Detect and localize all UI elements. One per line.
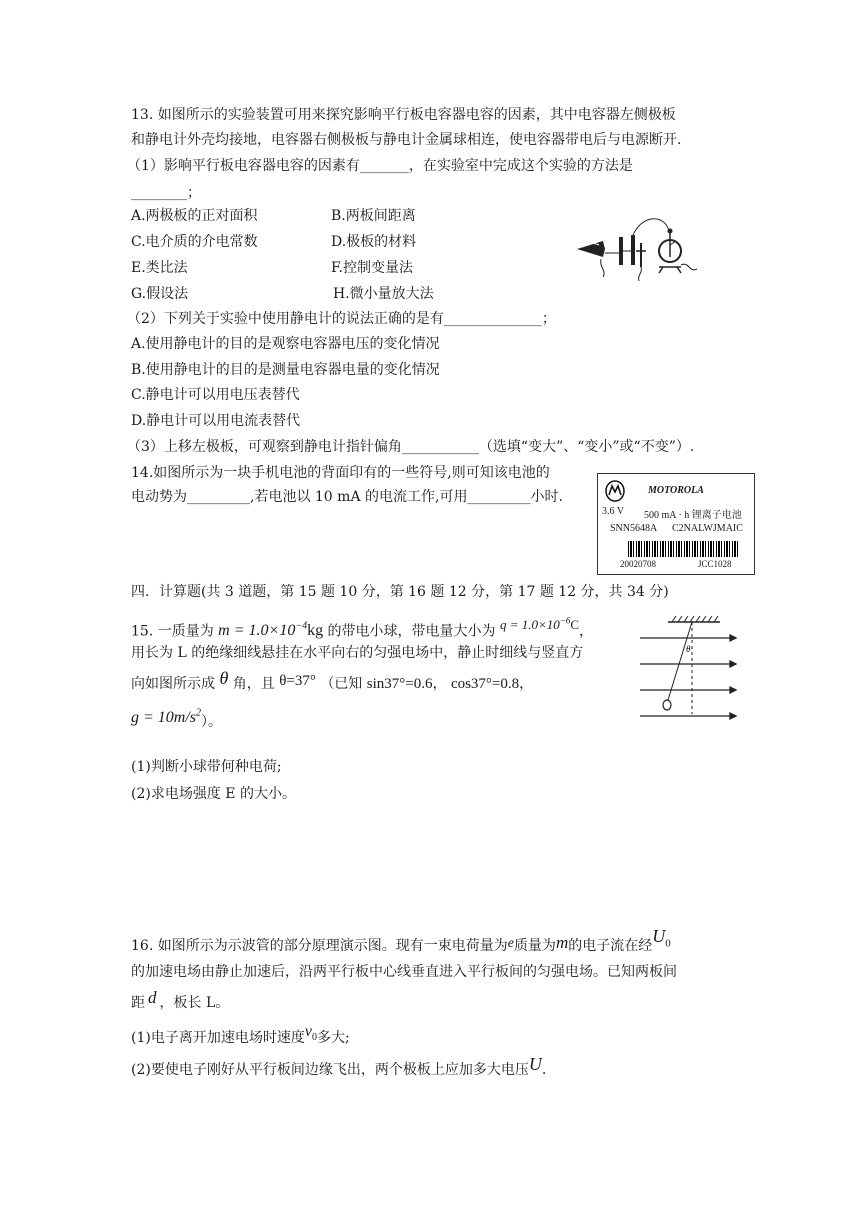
sin-value: sin37°=0.6 (366, 676, 433, 692)
q13-option-a: A.两极板的正对面积 (131, 208, 258, 224)
q14-line-1: 14.如图所示为一块手机电池的背面印有的一些符号,则可知该电池的 (131, 465, 550, 481)
q13-option-d: D.极板的材料 (331, 234, 417, 250)
pendulum-field-figure (636, 614, 746, 724)
charge-symbol-e: e (507, 936, 514, 951)
q15-mass-expr: $m = 1.0\times 10^{-4}kg$ (218, 621, 324, 640)
q16-line-2: 的加速电场由静止加速后，沿两平行板中心线垂直进入平行板间的匀强电场。已知两板间 (131, 964, 677, 980)
q13-part3: （3）上移左极板，可观察到静电计指针偏角___________（选填“变大”、“变小”或“不变”）. (127, 439, 695, 455)
q13-line-2: 和静电计外壳均接地，电容器右侧极板与静电计金属球相连，使电容器带电后与电源断开. (131, 132, 682, 148)
voltage-symbol-u0: $U_0$ (652, 926, 671, 950)
motorola-logo-icon (604, 480, 626, 502)
cos-value: cos37°=0.8 (450, 676, 520, 692)
theta-value: θ=37° (279, 673, 316, 689)
q15-line-4: $g = 10m/s^2$）。 (131, 708, 223, 731)
distance-symbol-d: d (148, 988, 157, 1007)
mass-symbol-m: m (555, 933, 569, 952)
q13-option-f: F.控制变量法 (331, 260, 413, 276)
battery-date: 20020708 (620, 559, 656, 569)
barcode-icon (628, 541, 738, 557)
battery-code-2: C2NALWJMAIC (672, 523, 743, 534)
battery-brand: MOTOROLA (648, 485, 704, 496)
q15-subquestion-1: (1)判断小球带何种电荷; (131, 759, 282, 775)
q16-subquestion-1: (1)电子离开加速电场时速度$v_0$多大; (131, 1023, 350, 1046)
velocity-symbol-v0: $v_0$ (304, 1023, 317, 1044)
battery-code-3: JCC1028 (698, 559, 732, 569)
q13-part2-option-b: B.使用静电计的目的是测量电容器电量的变化情况 (131, 362, 440, 378)
battery-voltage: 3.6 V (602, 506, 625, 517)
voltage-symbol-u: U (528, 1054, 542, 1074)
q14-line-2: 电动势为_________,若电池以 10 mA 的电流工作,可用_________小时. (131, 489, 563, 505)
q13-part2-option-d: D.静电计可以用电流表替代 (131, 413, 301, 429)
q15-line-2: 用长为 L 的绝缘细线悬挂在水平向右的匀强电场中，静止时细线与竖直方 (131, 645, 584, 661)
q13-option-b: B.两板间距离 (331, 208, 416, 224)
q16-line-3: 距 d ，板长 L。 (131, 988, 230, 1011)
battery-code-1: SNN5648A (610, 523, 658, 534)
q13-option-e: E.类比法 (131, 260, 188, 276)
q13-part2-option-a: A.使用静电计的目的是观察电容器电压的变化情况 (131, 336, 440, 352)
q15-charge-intro: 的带电小球，带电量大小为 (327, 623, 496, 640)
q13-option-c: C.电介质的介电常数 (131, 234, 258, 250)
q15-line-1: 15. 一质量为 $m = 1.0\times 10^{-4}kg$ 的带电小球，带电量大小为 $q = 1.0\times 10^{-6}C$， (131, 616, 594, 640)
q13-line-3: （1）影响平行板电容器电容的因素有_______，在实验室中完成这个实验的方法是 (127, 158, 633, 174)
gravity-value: $g = 10m/s^2$ (131, 708, 202, 727)
q15-intro: 15. 一质量为 (131, 623, 214, 640)
section-4-heading: 四．计算题(共 3 道题，第 15 题 10 分，第 16 题 12 分，第 17 题 12 分，共 34 分) (131, 584, 669, 600)
q15-charge-expr: $q = 1.0\times 10^{-6}C$ (499, 616, 580, 633)
q15-line-3: 向如图所示成 θ 角，且 θ=37° （已知 sin37°=0.6， cos37°=0.8， (131, 668, 534, 692)
q13-part2: （2）下列关于实验中使用静电计的说法正确的是有______________； (127, 311, 556, 327)
q13-part2-option-c: C.静电计可以用电压表替代 (131, 387, 300, 403)
theta-symbol: θ (219, 668, 229, 688)
q13-line-4: ________； (131, 185, 201, 201)
battery-capacity: 500 mA · h 锂离子电池 (644, 510, 742, 521)
figure-theta-label: θ (686, 644, 691, 654)
battery-label-figure (597, 473, 755, 575)
q15-subquestion-2: (2)求电场强度 E 的大小。 (131, 786, 296, 802)
q13-option-g: G.假设法 (131, 286, 189, 302)
q13-option-h: H.微小量放大法 (333, 286, 434, 302)
capacitor-electrometer-figure (573, 213, 703, 283)
q16-line-1: 16. 如图所示为示波管的部分原理演示图。现有一束电荷量为e质量为m的电子流在经$U_0$ (131, 926, 671, 954)
q16-subquestion-2: (2)要使电子刚好从平行板间边缘飞出，两个极板上应加多大电压U. (131, 1054, 547, 1078)
q13-line-1: 13. 如图所示的实验装置可用来探究影响平行板电容器电容的因素，其中电容器左侧极板 (131, 107, 676, 123)
